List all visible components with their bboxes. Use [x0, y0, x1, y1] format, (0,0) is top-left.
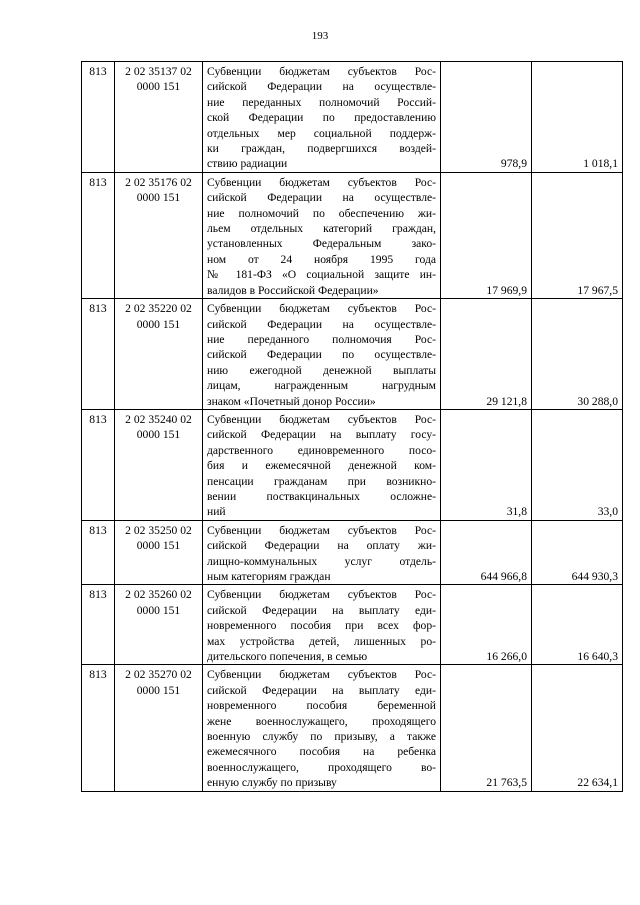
description-line: сийской Федерации на осуществле- — [207, 80, 436, 94]
description-line: сийской Федерации на осуществле- — [207, 317, 436, 331]
admin-code-cell: 813 — [82, 665, 115, 791]
budget-code-line: 2 02 35176 02 — [125, 175, 192, 189]
budget-code-cell — [115, 299, 203, 410]
description-line: вении поствакцинальных осложне- — [207, 489, 436, 503]
budget-code-line: 0000 151 — [136, 80, 181, 94]
budget-code-cell — [115, 520, 203, 585]
description-line: мах устройства детей, лишенных ро- — [207, 634, 436, 648]
description-line: лищно-коммунальных услуг отдель- — [207, 554, 436, 568]
budget-code-line: 2 02 35240 02 — [125, 412, 192, 426]
table-row — [82, 409, 623, 520]
amount-year1-cell: 29 121,8 — [441, 299, 532, 410]
description-line: пенсации гражданам при возникно- — [207, 474, 436, 488]
description-line: сийской Федерации на оплату жи- — [207, 539, 436, 553]
description-line: дительского попечения, в семью — [207, 650, 368, 664]
description-line: военную службу по призыву, а также — [207, 730, 436, 744]
description-line: ний — [207, 505, 226, 519]
admin-code-cell: 813 — [82, 299, 115, 410]
amount-year2-cell: 22 634,1 — [532, 665, 623, 791]
description-line: лицам, награжденным нагрудным — [207, 379, 436, 393]
description-line: сийской Федерации на осуществле- — [207, 191, 436, 205]
description-line: дарственного единовременного посо- — [207, 443, 436, 457]
description-line: отдельных мер социальной поддерж- — [207, 126, 436, 140]
budget-code-line: 2 02 35137 02 — [125, 65, 192, 78]
description-line: бия и ежемесячной денежной ком- — [207, 459, 436, 473]
description-line: ным категориям граждан — [207, 570, 331, 583]
description-line: знаком «Почетный донор России» — [207, 394, 376, 408]
description-line: сийской Федерации на выплату госу- — [207, 428, 436, 442]
description-line: Субвенции бюджетам субъектов Рос- — [207, 302, 436, 316]
budget-code-line: 0000 151 — [136, 603, 181, 617]
budget-code-line: 2 02 35220 02 — [125, 302, 192, 316]
description-line: ние переданных полномочий Россий- — [207, 95, 436, 109]
amount-year2-cell: 1 018,1 — [532, 62, 623, 173]
amount-year2-cell: 30 288,0 — [532, 299, 623, 410]
description-line: Субвенции бюджетам субъектов Рос- — [207, 65, 436, 78]
table-row — [82, 585, 623, 665]
budget-code-line: 0000 151 — [136, 191, 181, 205]
budget-code-line: 0000 151 — [136, 683, 181, 697]
table-row — [82, 520, 623, 585]
budget-code-line: 2 02 35260 02 — [125, 588, 192, 602]
budget-table — [81, 61, 623, 792]
amount-year2-cell: 644 930,3 — [532, 520, 623, 585]
description-cell — [203, 665, 441, 791]
budget-code-line: 2 02 35250 02 — [125, 523, 192, 537]
description-cell — [203, 409, 441, 520]
description-line: Субвенции бюджетам субъектов Рос- — [207, 588, 436, 602]
description-line: Субвенции бюджетам субъектов Рос- — [207, 175, 436, 189]
table-row — [82, 299, 623, 410]
description-line: сийской Федерации на выплату еди- — [207, 603, 436, 617]
description-line: ежемесячного пособия на ребенка — [207, 745, 436, 759]
description-line: валидов в Российской Федерации» — [207, 283, 379, 297]
admin-code-cell: 813 — [82, 62, 115, 173]
amount-year2-cell: 17 967,5 — [532, 172, 623, 298]
description-cell — [203, 520, 441, 585]
amount-year1-cell: 16 266,0 — [441, 585, 532, 665]
admin-code-cell: 813 — [82, 172, 115, 298]
table-row — [82, 172, 623, 298]
description-line: военнослужащего, проходящего во- — [207, 760, 436, 774]
description-line: ние переданного полномочия Рос- — [207, 332, 436, 346]
description-line: Субвенции бюджетам субъектов Рос- — [207, 412, 436, 426]
description-line: сийской Федерации по осуществле- — [207, 348, 436, 362]
description-cell — [203, 172, 441, 298]
description-line: новременного пособия при всех фор- — [207, 619, 436, 633]
budget-code-line: 0000 151 — [136, 539, 181, 553]
budget-code-line: 0000 151 — [136, 428, 181, 442]
admin-code-cell: 813 — [82, 409, 115, 520]
amount-year1-cell: 31,8 — [441, 409, 532, 520]
description-line: Субвенции бюджетам субъектов Рос- — [207, 523, 436, 537]
budget-code-cell — [115, 585, 203, 665]
budget-code-line: 0000 151 — [136, 317, 181, 331]
amount-year2-cell: 16 640,3 — [532, 585, 623, 665]
description-cell — [203, 585, 441, 665]
description-line: сийской Федерации на выплату еди- — [207, 683, 436, 697]
description-line: ствию радиации — [207, 157, 288, 171]
admin-code-cell: 813 — [82, 520, 115, 585]
budget-code-line: 2 02 35270 02 — [125, 668, 192, 682]
description-line: жене военнослужащего, проходящего — [207, 714, 436, 728]
description-line: ки граждан, подвергшихся воздей- — [207, 142, 436, 156]
table-body — [82, 62, 623, 792]
budget-code-cell — [115, 62, 203, 173]
description-cell — [203, 62, 441, 173]
amount-year1-cell: 978,9 — [441, 62, 532, 173]
description-line: енную службу по призыву — [207, 776, 337, 790]
description-line: новременного пособия беременной — [207, 699, 436, 713]
description-line: нию ежегодной денежной выплаты — [207, 363, 436, 377]
amount-year1-cell: 17 969,9 — [441, 172, 532, 298]
amount-year2-cell: 33,0 — [532, 409, 623, 520]
amount-year1-cell: 644 966,8 — [441, 520, 532, 585]
table-row — [82, 665, 623, 791]
description-line: ской Федерации по предоставлению — [207, 111, 436, 125]
description-line: льем отдельных категорий граждан, — [207, 222, 436, 236]
description-line: № 181-ФЗ «О социальной защите ин- — [207, 268, 436, 282]
page-number: 193 — [311, 30, 329, 42]
budget-code-cell — [115, 665, 203, 791]
description-cell — [203, 299, 441, 410]
amount-year1-cell: 21 763,5 — [441, 665, 532, 791]
description-line: установленных Федеральным зако- — [207, 237, 436, 251]
table-row — [82, 62, 623, 173]
budget-code-cell — [115, 409, 203, 520]
description-line: ном от 24 ноября 1995 года — [207, 252, 436, 266]
budget-code-cell — [115, 172, 203, 298]
description-line: Субвенции бюджетам субъектов Рос- — [207, 668, 436, 682]
description-line: ние полномочий по обеспечению жи- — [207, 206, 436, 220]
admin-code-cell: 813 — [82, 585, 115, 665]
